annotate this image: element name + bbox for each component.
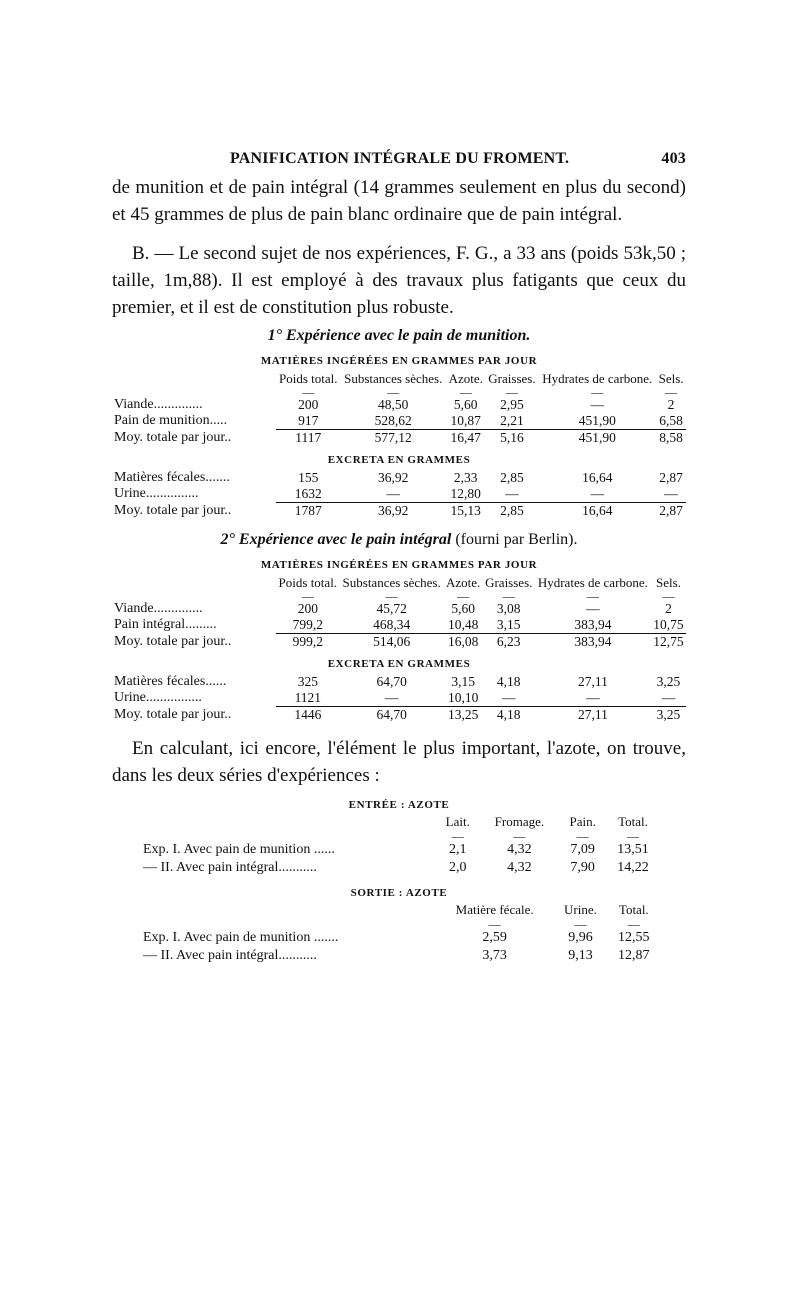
- row-label: Viande..............: [114, 601, 203, 616]
- cell: 16,64: [538, 503, 656, 520]
- cell: 4,32: [507, 842, 532, 857]
- cell: 8,58: [656, 430, 686, 447]
- table-row: [112, 470, 686, 486]
- paragraph-subject-b: B. — Le second sujet de nos expériences, F. G., a 33 ans (poids 53k,50 ; taille, 1m,88). Il est employé à des travaux plus fatigants que ceux du premier, et il est de constitution plus robuste.: [112, 243, 686, 318]
- row-label: Viande..............: [114, 397, 203, 412]
- cell: 9,13: [568, 948, 593, 963]
- experiment-2-tbody: [112, 575, 686, 723]
- row-label: Matières fécales......: [114, 674, 227, 689]
- cell: 2,33: [453, 470, 478, 485]
- table-row: [140, 841, 660, 859]
- cell: 27,11: [535, 707, 651, 724]
- header-graisses: Graisses.: [485, 575, 533, 590]
- paragraph-calcul: En calculant, ici encore, l'élément le plus important, l'azote, on trouve, dans les deux séries d'expériences :: [112, 738, 686, 786]
- cell: 12,87: [618, 948, 650, 963]
- row-label: Moy. totale par jour..: [114, 706, 232, 722]
- rule-mark: —: [302, 385, 315, 399]
- cell: —: [505, 486, 519, 501]
- header-poids: Poids total.: [278, 575, 338, 590]
- rule-blank: [140, 919, 436, 929]
- cell: —: [590, 397, 604, 412]
- cell: 48,50: [378, 397, 409, 412]
- header-pain: Pain.: [569, 814, 596, 829]
- experiment-2-title: [112, 531, 686, 549]
- cell: 200: [297, 601, 318, 616]
- row-label: Matières fécales.......: [114, 470, 230, 485]
- header-urine: Urine.: [564, 902, 597, 917]
- book-page: [112, 150, 686, 965]
- cell: —: [586, 690, 600, 705]
- total-row: [112, 707, 686, 724]
- cell: 2: [665, 601, 672, 616]
- excreta-caption-cell: [112, 446, 686, 470]
- cell: 3,08: [496, 601, 521, 616]
- cell: 2,85: [485, 503, 538, 520]
- cell: 799,2: [292, 617, 323, 632]
- rule-blank: [140, 831, 436, 841]
- rule-mark: —: [626, 829, 639, 843]
- rule-mark: —: [591, 385, 604, 399]
- rule-mark: —: [576, 829, 589, 843]
- header-sels: Sels.: [658, 371, 684, 386]
- cell: 45,72: [376, 601, 407, 616]
- cell: 7,90: [570, 860, 595, 875]
- cell: 2,21: [500, 413, 524, 428]
- cell: 3,15: [496, 617, 521, 632]
- cell: 12,55: [618, 930, 650, 945]
- rule-mark: —: [662, 589, 675, 603]
- cell: —: [661, 690, 676, 705]
- cell: 14,22: [617, 860, 649, 875]
- row-label: Exp. I. Avec pain de munition ......: [143, 842, 335, 857]
- cell: 155: [298, 470, 319, 485]
- page-number: 403: [661, 150, 686, 167]
- header-substances: Substances sèches.: [342, 575, 441, 590]
- table-row: [112, 674, 686, 690]
- header-sels: Sels.: [656, 575, 681, 590]
- rule-mark: —: [627, 917, 640, 931]
- cell: 13,51: [617, 842, 649, 857]
- cell: 1121: [294, 690, 322, 705]
- cell: 36,92: [378, 470, 409, 485]
- cell: 5,16: [485, 430, 538, 447]
- row-label: Moy. totale par jour..: [114, 429, 232, 445]
- header-rule-row: [140, 831, 660, 841]
- cell: 27,11: [577, 674, 608, 689]
- cell: 3,15: [451, 674, 475, 689]
- table-row: [140, 929, 660, 947]
- row-label: Moy. totale par jour..: [114, 633, 232, 649]
- cell: 3,25: [656, 674, 681, 689]
- row-label: Urine................: [114, 690, 202, 706]
- sortie-tbody: [140, 901, 660, 965]
- cell: 4,18: [483, 707, 535, 724]
- header-azote: Azote.: [445, 575, 481, 590]
- row-label: Exp. I. Avec pain de munition .......: [143, 930, 339, 945]
- cell: 1446: [276, 707, 340, 724]
- running-header: [112, 150, 686, 168]
- experiment-2-ingested-caption: MATIÈRES INGÉRÉES EN GRAMMES PAR JOUR: [260, 559, 538, 571]
- excreta-caption-row: [112, 650, 686, 674]
- excreta-caption-row: [112, 446, 686, 470]
- rule-mark: —: [385, 589, 398, 603]
- cell: 7,09: [570, 842, 595, 857]
- cell: 383,94: [535, 634, 651, 651]
- cell: 5,60: [453, 397, 478, 412]
- table-header-row: [112, 575, 686, 591]
- total-row: [112, 503, 686, 520]
- paragraph-continuation: de munition et de pain intégral (14 grammes seulement en plus du second) et 45 grammes de plus de pain blanc ordinaire que de pain intégral.: [112, 177, 686, 225]
- header-total: Total.: [618, 902, 649, 917]
- header-rule-row: [140, 919, 660, 929]
- cell: —: [386, 486, 400, 501]
- experiment-1-title: [112, 327, 686, 345]
- entree-caption: ENTRÉE : AZOTE: [348, 799, 450, 811]
- cell: 451,90: [538, 430, 656, 447]
- cell: —: [586, 601, 600, 616]
- rule-mark: —: [502, 589, 515, 603]
- experiment-2-title-text: 2° Expérience avec le pain intégral: [220, 531, 452, 548]
- cell: 10,75: [653, 617, 684, 632]
- cell: 2,95: [500, 397, 524, 412]
- header-hydrates: Hydrates de carbone.: [542, 371, 653, 386]
- row-label: — II. Avec pain intégral...........: [143, 948, 317, 963]
- cell: 577,12: [341, 430, 446, 447]
- row-label: Moy. totale par jour..: [114, 502, 232, 518]
- cell: —: [590, 486, 604, 501]
- cell: 514,06: [340, 634, 444, 651]
- cell: 36,92: [341, 503, 446, 520]
- cell: 12,80: [450, 486, 481, 501]
- header-total: Total.: [618, 814, 648, 829]
- cell: —: [664, 486, 678, 501]
- header-blank: [140, 813, 436, 831]
- cell: 16,47: [446, 430, 486, 447]
- cell: 10,10: [447, 690, 479, 705]
- experiment-1-tbody: [112, 371, 686, 519]
- cell: 2,59: [482, 930, 507, 945]
- row-label: — II. Avec pain intégral...........: [143, 860, 317, 875]
- cell: 5,60: [451, 601, 475, 616]
- cell: 2: [667, 397, 675, 412]
- cell: 1787: [276, 503, 341, 520]
- header-rule-row: [112, 591, 686, 601]
- cell: 2,87: [656, 503, 686, 520]
- cell: 16,08: [444, 634, 483, 651]
- cell: 64,70: [340, 707, 444, 724]
- cell: 15,13: [446, 503, 486, 520]
- cell: 468,34: [373, 617, 411, 632]
- header-blank: [140, 901, 436, 919]
- experiment-2-title-note: (fourni par Berlin).: [455, 531, 578, 548]
- table-row: [112, 617, 686, 634]
- row-label: Pain de munition.....: [114, 413, 228, 429]
- cell: 1632: [294, 486, 322, 501]
- cell: 10,87: [450, 413, 481, 428]
- cell: 16,64: [582, 470, 613, 485]
- cell: 451,90: [578, 413, 616, 428]
- header-blank: [112, 575, 276, 591]
- table-row: [112, 413, 686, 430]
- cell: 6,23: [483, 634, 535, 651]
- cell: 528,62: [374, 413, 412, 428]
- header-matiere-fecale: Matière fécale.: [455, 902, 534, 917]
- header-substances: Substances sèches.: [344, 371, 443, 386]
- row-label: Pain intégral.........: [114, 617, 217, 633]
- rule-mark: —: [513, 829, 526, 843]
- header-fromage: Fromage.: [494, 814, 545, 829]
- cell: 10,48: [447, 617, 479, 632]
- rule-mark: —: [387, 385, 400, 399]
- cell: —: [501, 690, 516, 705]
- cell: 999,2: [276, 634, 340, 651]
- cell: 4,18: [496, 674, 521, 689]
- running-title: PANIFICATION INTÉGRALE DU FROMENT.: [230, 150, 570, 167]
- header-hydrates: Hydrates de carbone.: [537, 575, 648, 590]
- cell: 9,96: [568, 930, 593, 945]
- experiment-1-excreta-caption: EXCRETA EN GRAMMES: [327, 454, 471, 466]
- rule-mark: —: [301, 589, 314, 603]
- entree-tbody: [140, 813, 660, 877]
- rule-mark: —: [457, 589, 470, 603]
- rule-mark: —: [505, 385, 518, 399]
- cell: 64,70: [376, 674, 407, 689]
- cell: 383,94: [574, 617, 612, 632]
- cell: 2,0: [448, 860, 467, 875]
- cell: 4,32: [507, 860, 532, 875]
- table-row: [112, 601, 686, 617]
- row-label: Urine...............: [114, 486, 199, 502]
- table-row: [112, 486, 686, 503]
- rule-mark: —: [586, 589, 599, 603]
- cell: 2,1: [448, 842, 467, 857]
- rule-mark: —: [488, 917, 501, 931]
- cell: —: [384, 690, 399, 705]
- header-graisses: Graisses.: [488, 371, 536, 386]
- experiment-1-title-text: 1° Expérience avec le pain de munition.: [267, 327, 531, 344]
- cell: 325: [297, 674, 318, 689]
- header-rule-row: [112, 387, 686, 397]
- cell: 12,75: [651, 634, 686, 651]
- total-row: [112, 430, 686, 447]
- cell: 200: [298, 397, 319, 412]
- experiment-2-table: [112, 575, 686, 723]
- rule-blank: [112, 387, 276, 397]
- total-row: [112, 634, 686, 651]
- cell: 13,25: [444, 707, 483, 724]
- experiment-1-table: [112, 371, 686, 519]
- cell: 3,73: [482, 948, 507, 963]
- cell: 1117: [276, 430, 341, 447]
- rule-mark: —: [451, 829, 464, 843]
- table-row: [140, 859, 660, 877]
- rule-blank: [112, 591, 276, 601]
- table-row: [140, 947, 660, 965]
- rule-mark: —: [459, 385, 472, 399]
- experiment-1-ingested-caption: MATIÈRES INGÉRÉES EN GRAMMES PAR JOUR: [260, 355, 538, 367]
- cell: 917: [298, 413, 319, 428]
- table-row: [112, 397, 686, 413]
- sortie-caption: SORTIE : AZOTE: [350, 887, 448, 899]
- cell: 2,87: [659, 470, 683, 485]
- entree-table: [140, 813, 660, 877]
- cell: 3,25: [651, 707, 686, 724]
- header-poids: Poids total.: [278, 371, 338, 386]
- cell: 6,58: [659, 413, 683, 428]
- cell: 2,85: [500, 470, 524, 485]
- header-azote: Azote.: [448, 371, 483, 386]
- table-row: [112, 690, 686, 707]
- header-lait: Lait.: [445, 814, 470, 829]
- rule-mark: —: [665, 385, 678, 399]
- excreta-caption-cell: [112, 650, 686, 674]
- rule-mark: —: [574, 917, 587, 931]
- sortie-table: [140, 901, 660, 965]
- experiment-2-excreta-caption: EXCRETA EN GRAMMES: [327, 658, 471, 670]
- header-blank: [112, 371, 276, 387]
